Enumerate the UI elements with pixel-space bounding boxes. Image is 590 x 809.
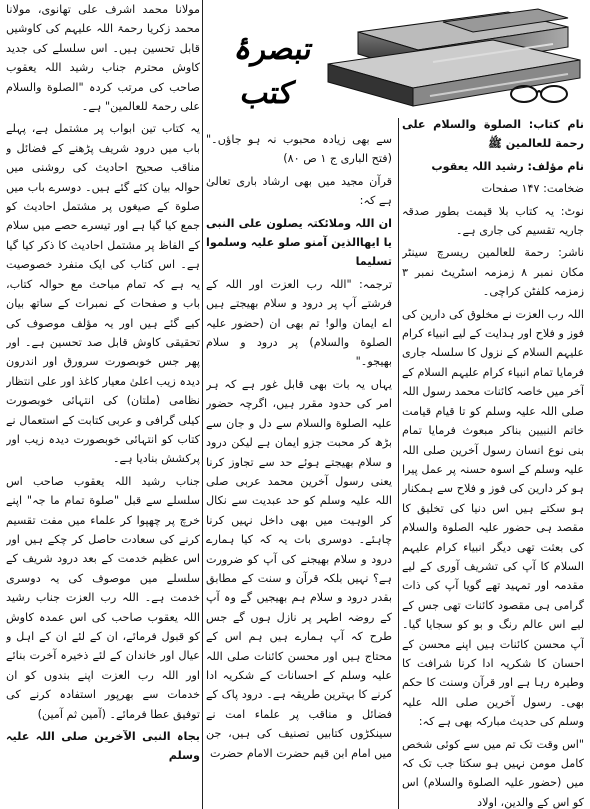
verse-translation: ترجمہ: "اللہ رب العزت اور اللہ کے فرشتے آپ پر درود و سلام بھیجتے ہیں اے ایمان والو! تم بھی ان (حضور علیہ الصلوة والسلام) پر درود و سلام بھیجو۔" [206,277,392,369]
review-paragraph: مولانا محمد اشرف علی تھانوی، مولانا محمد زکریا رحمۃ اللہ علیہم کی کاوشیں قابل تحسین ہیں۔ اس سلسلے کی جدید کاوش محترم جناب رشید اللہ یعقوب صاحب کی مرتب کردہ "الصلوة والسلام علی رحمۃ للعالمین" ہے۔ [6,3,200,114]
book-name: نام کتاب: الصلوة والسلام علی رحمة للعالمین ﷺ [402,118,584,151]
review-paragraph: جناب رشید اللہ یعقوب صاحب اس سلسلے سے قبل "صلوة تمام ما جہ" اپنے خرچ پر چھپوا کر علماء میں مفت تقسیم کرنے کی سعادت حاصل کر چکے ہیں اور اس عظیم خدمت کے بعد درود شریف کے سلسلے میں موصوف کی یہ دوسری خدمت ہے۔ اللہ رب العزت جناب رشید اللہ یعقوب صاحب کی اس عمدہ کاوش کو قبول فرمائے، ان کے لئے ان کے اہل و عیال اور خاندان کے لئے ذخیرہ آخرت بنائے اور اللہ رب العزت اپنے بندوں کو ان خدمات سے بھرپور استفادہ کرنے کی توفیق عطا فرمائے۔ (آمین ثم آمین) [6,474,200,721]
middle-column [206,130,392,809]
quran-verse: ان اللہ وملائکتہ یصلون علی النبی یا ایھاالذین آمنو صلو علیہ وسلموا تسلیما [206,216,392,269]
column-divider [398,118,399,809]
page-count: ضخامت: ۱۴۷ صفحات [481,182,584,196]
hadith-quote: "اس وقت تک تم میں سے کوئی شخص کامل مومن نہیں ہو سکتا جب تک کہ میں (حضور علیہ الصلوة والسلام) اس کو اس کے والدین، اولاد [402,737,584,809]
hadith-reference: سے بھی زیادہ محبوب نہ ہو جاؤں۔" (فتح الباری ج ۱ ص ۸۰) [206,133,392,166]
left-column [6,0,200,809]
review-paragraph: یہ کتاب تین ابواب پر مشتمل ہے، پہلے باب میں درود شریف پڑھنے کے فضائل و مناقب صحیح احادیث کی روشنی میں حوالہ بیان کئے گئے ہیں۔ دوسرے باب میں صلوة کے صیغوں پر مشتمل احادیث کو جمع کیا گیا ہے اور تیسرے حصے میں سلام کے الفاظ پر مشتمل احادیث کا ذکر کیا گیا ہے۔ اس کتاب کی ایک منفرد خصوصیت یہ ہے کہ تمام مباحث مع حوالہ کتاب، باب و صفحات کے نمبرات کے ساتھ بیان کیے گئے ہیں اور یہ مؤلف موصوف کی تحقیقی کاوش قابل صد تحسین ہے۔ اور پھر جس خوبصورت سرورق اور اندرون دیدہ زیب اعلیٰ معیار کاغذ اور علی انتظار نظامی (ملتان) کی انتہائی خوبصورت کیلی گرافی و عربی کتابت کے استعمال نے کتاب کو انتہائی خوبصورت دیدہ زیب اور پرکشش بنادیا ہے۔ [6,122,200,466]
author-name: نام مؤلف: رشید اللہ یعقوب [431,159,584,173]
section-title: تبصرۂ کتب [232,32,315,111]
publisher: ناشر: رحمة للعالمین ریسرچ سینٹر مکان نمبر ۸ زمزمہ اسٹریٹ نمبر ۳ زمزمہ کلفٹن کراچی۔ [402,246,584,299]
closing-line: بجاہ النبی الآخرین صلی اللہ علیہ وسلم [6,730,200,763]
right-column [402,115,584,809]
distribution-note: نوٹ: یہ کتاب بلا قیمت بطور صدقہ جاریہ تقسیم کی جاری ہے۔ [402,204,584,238]
review-paragraph: اللہ رب العزت نے مخلوق کی دارین کی فوز و فلاح اور ہدایت کے لیے انبیاء کرام علیہم السلام کے نزول کا سلسلہ جاری فرمایا تمام انبیاء کرام علیہم السلام کے آخر میں خاصہ کائنات محمد رسول اللہ صلی اللہ علیہ وسلم کو تا قیام قیامت خاتم النبیین بناکر مبعوث فرمایا تمام بنی نوع انسان رسول آخرین صلی اللہ علیہ وسلم کے اسوہ حسنہ پر عمل پیرا ہو کر دارین کی فوز و فلاح سے ہمکنار ہو سکتے ہیں اس دنیا کی تخلیق کا مقصد ہی حضور علیہ الصلوة والسلام کی بعثت تھی دیگر انبیاء کرام علیہم السلام کا آپ کی تشریف آوری کے لیے مقدمہ اور تمہید تھے گویا آپ کی ذات گرامی ہی مقصود کائنات تھی جس کے لیے اس عالم رنگ و بو کو سجایا گیا۔ آپ محسن کائنات ہیں اپنے محسن کے احسان کا شکریہ ادا کرنا شرافت کا وطیرہ رہا ہے اور قرآن وسنت کا حکم بھی۔ رسول آخرین صلی اللہ علیہ وسلم کی حدیث مبارکہ بھی ہے کہ: [402,307,584,729]
quran-intro: قرآن مجید میں بھی ارشاد باری تعالیٰ ہے کہ: [206,174,392,208]
column-divider [202,0,203,809]
review-paragraph: یہاں یہ بات بھی قابل غور ہے کہ ہر امر کی حدود مقرر ہیں، اگرچہ حضور علیہ الصلوة والسلام سے دل و جان سے بڑھ کر محبت جزو ایمان ہے لیکن درود و سلام بھیجتے ہوئے حد سے تجاوز کرنا یعنی رسول آخرین محمد عربی صلی اللہ علیہ وسلم کو حد عبدیت سے نکال کر الوہیت میں بھی داخل نہیں کرنا چاہئے۔ دوسری بات یہ کہ کیا ہمارے درود و سلام بھیجنے کی آپ کو ضرورت ہے؟ نہیں بلکہ قرآن و سنت کے مطابق بقدر درود و سلام ہم بھیجیں گے وہ آپ کے روضہ اطہر پر نازل ہوں گے جس طرح کہ آپ ہمارے ہیں ہم اس کے محتاج ہیں اور محسن کائنات صلی اللہ علیہ وسلم کے احسانات کے شکریہ ادا کرنے کا بہترین طریقہ ہے۔ درود پاک کے فضائل و مناقب پر علماء امت نے سینکڑوں کتابیں تصنیف کی ہیں، جن میں امام ابن قیم حضرت الامام حضرت [206,377,392,760]
